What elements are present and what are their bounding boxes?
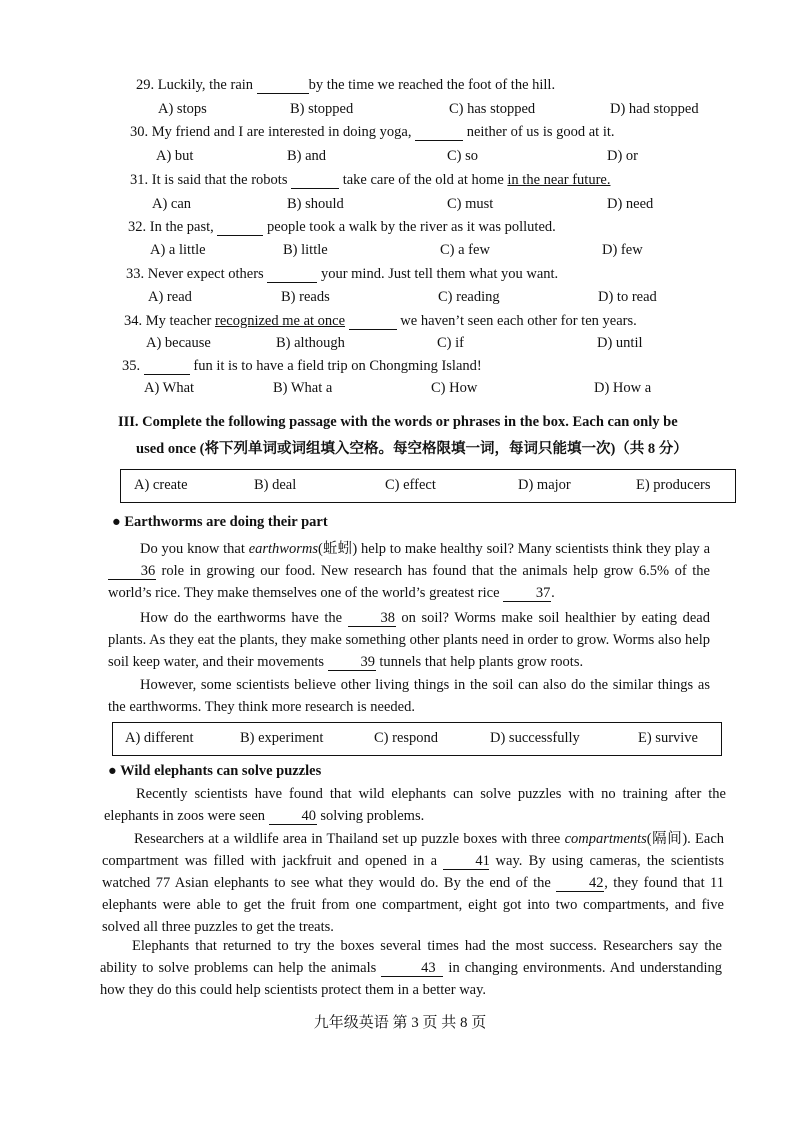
paragraph-text: in changing environments. And understanding how they do this could help scientists protect them in a better way. xyxy=(100,960,722,998)
stem-text: your mind. Just tell them what you want. xyxy=(317,266,559,282)
option-c[interactable]: C) must xyxy=(447,196,494,212)
option-d[interactable]: D) to read xyxy=(598,289,657,305)
section-title: III. Complete the following passage with the words or phrases in the box. Each can only be xyxy=(118,414,678,430)
answer-blank[interactable] xyxy=(415,125,463,141)
question-stem xyxy=(130,172,610,189)
question-stem xyxy=(122,358,482,375)
paragraph-text: Recently scientists have found that wild elephants can solve puzzles with no training after the elephants in zoos were seen xyxy=(104,786,726,824)
answer-blank[interactable] xyxy=(217,220,263,236)
option-d[interactable]: D) until xyxy=(597,335,643,351)
option-b[interactable]: B) although xyxy=(276,335,345,351)
word-option: D) major xyxy=(518,477,571,493)
paragraph-text: (蚯蚓) help to make healthy soil? Many scientists think they play a xyxy=(317,541,711,557)
question-stem xyxy=(126,266,558,283)
stem-text: we haven’t seen each other for ten years. xyxy=(396,313,637,329)
stem-text: In the past, xyxy=(149,219,218,235)
option-a[interactable]: A) read xyxy=(148,289,192,305)
option-b[interactable]: B) and xyxy=(287,148,327,164)
stem-text: by the time we reached the foot of the hill. xyxy=(308,77,556,93)
stem-text: My friend and I are interested in doing yoga, xyxy=(151,124,416,140)
blank-37[interactable]: 37 xyxy=(503,586,551,602)
paragraph-text: , they found that 11 elephants were able to get the fruit from one compartment, eight got into two compartments, and five solved all three puzzles to get the treats. xyxy=(102,875,725,935)
word-option: D) successfully xyxy=(490,730,580,746)
word-option: B) deal xyxy=(254,477,297,493)
blank-39[interactable]: 39 xyxy=(328,655,376,671)
blank-42[interactable]: 42 xyxy=(556,876,604,892)
option-d[interactable]: D) had stopped xyxy=(610,101,699,117)
question-stem xyxy=(136,77,555,94)
underlined-phrase: in the near future. xyxy=(507,172,611,188)
answer-blank[interactable] xyxy=(257,78,309,94)
option-b[interactable]: B) should xyxy=(287,196,344,212)
option-a[interactable]: A) What xyxy=(144,380,195,396)
passage-2-paragraph-2 xyxy=(102,828,724,938)
option-d[interactable]: D) few xyxy=(602,242,643,258)
option-a[interactable]: A) a little xyxy=(150,242,206,258)
option-b[interactable]: B) What a xyxy=(273,380,333,396)
word-option: E) producers xyxy=(636,477,711,493)
passage-1-paragraph-3: However, some scientists believe other living things in the soil can also do the similar things as the earthworms. They think more research is needed. xyxy=(108,677,710,715)
question-stem xyxy=(130,124,615,141)
option-d[interactable]: D) need xyxy=(607,196,654,212)
blank-40[interactable]: 40 xyxy=(269,809,317,825)
option-a[interactable]: A) but xyxy=(156,148,194,164)
italic-term: earthworms xyxy=(248,541,318,557)
answer-blank[interactable] xyxy=(349,314,397,330)
word-option: E) survive xyxy=(638,730,698,746)
option-a[interactable]: A) can xyxy=(152,196,192,212)
italic-term: compartments xyxy=(564,831,647,847)
option-c[interactable]: C) if xyxy=(437,335,464,351)
option-d[interactable]: D) or xyxy=(607,148,639,164)
stem-text: take care of the old at home xyxy=(339,172,508,188)
answer-blank[interactable] xyxy=(291,173,339,189)
question-number: 35. xyxy=(122,358,141,374)
question-stem xyxy=(124,313,637,330)
paragraph-text: on soil? Worms make soil healthier by eating dead plants. As they eat the plants, they make something other plants need in order to grow. Worms also help soil keep water, and their movements xyxy=(108,610,710,670)
page-footer: 九年级英语 第 3 页 共 8 页 xyxy=(313,1015,487,1031)
section-instruction: used once (将下列单词或词组填入空格。每空格限填一词，每词只能填一次)（共 8 分） xyxy=(136,441,688,457)
question-number: 29. xyxy=(136,77,155,93)
blank-36[interactable]: 36 xyxy=(108,564,156,580)
word-option: C) effect xyxy=(385,477,436,493)
paragraph-text: Elephants that returned to try the boxes several times had the most success. Researchers say the ability to solve problems can help the animals xyxy=(100,938,722,976)
word-box-2 xyxy=(112,722,722,756)
word-option: C) respond xyxy=(374,730,439,746)
option-c[interactable]: C) so xyxy=(447,148,479,164)
paragraph-text: Researchers at a wildlife area in Thailand set up puzzle boxes with three xyxy=(134,831,565,847)
passage-1-paragraph-2 xyxy=(108,607,710,673)
paragraph-text: role in growing our food. New research has found that the animals help grow 6.5% of the world’s rice. They make themselves one of the world’s greatest rice xyxy=(108,563,710,601)
stem-text: neither of us is good at it. xyxy=(463,124,615,140)
question-stem xyxy=(128,219,556,236)
word-option: A) create xyxy=(134,477,188,493)
passage-heading-2: ● Wild elephants can solve puzzles xyxy=(108,763,322,779)
stem-text: Luckily, the rain xyxy=(157,77,257,93)
stem-text: My teacher xyxy=(145,313,215,329)
paragraph-text: (隔间). Each compartment was filled with jackfruit and opened in a xyxy=(102,831,724,869)
answer-blank[interactable] xyxy=(267,267,317,283)
stem-text: Never expect others xyxy=(147,266,268,282)
paragraph-text: . xyxy=(551,585,555,601)
option-c[interactable]: C) reading xyxy=(438,289,500,305)
blank-38[interactable]: 38 xyxy=(348,611,396,627)
passage-2-paragraph-3 xyxy=(100,935,722,1001)
answer-blank[interactable] xyxy=(144,359,190,375)
stem-text: It is said that the robots xyxy=(151,172,292,188)
option-d[interactable]: D) How a xyxy=(594,380,652,396)
blank-43[interactable]: 43 xyxy=(381,961,443,977)
question-number: 30. xyxy=(130,124,149,140)
option-a[interactable]: A) because xyxy=(146,335,211,351)
paragraph-text: way. By using cameras, the scientists watched 77 Asian elephants to see what they would do. By the end of the xyxy=(102,853,724,891)
option-b[interactable]: B) little xyxy=(283,242,328,258)
blank-41[interactable]: 41 xyxy=(443,854,489,870)
option-c[interactable]: C) How xyxy=(431,380,478,396)
stem-text: fun it is to have a field trip on Chongming Island! xyxy=(189,358,482,374)
question-number: 32. xyxy=(128,219,147,235)
option-b[interactable]: B) stopped xyxy=(290,101,354,117)
stem-text: people took a walk by the river as it was polluted. xyxy=(263,219,556,235)
question-number: 34. xyxy=(124,313,143,329)
option-b[interactable]: B) reads xyxy=(281,289,330,305)
underlined-phrase: recognized me at once xyxy=(215,313,346,329)
passage-2-paragraph-1 xyxy=(104,783,726,827)
option-c[interactable]: C) has stopped xyxy=(449,101,536,117)
question-number: 31. xyxy=(130,172,149,188)
heading-text: Wild elephants can solve puzzles xyxy=(120,763,322,779)
passage-1-paragraph-1 xyxy=(108,538,710,604)
paragraph-text: How do the earthworms have the xyxy=(140,610,348,626)
word-option: A) different xyxy=(125,730,194,746)
paragraph-text: Do you know that xyxy=(140,541,249,557)
question-number: 33. xyxy=(126,266,145,282)
option-c[interactable]: C) a few xyxy=(440,242,490,258)
heading-text: Earthworms are doing their part xyxy=(124,514,328,530)
paragraph-text: solving problems. xyxy=(316,808,425,824)
word-option: B) experiment xyxy=(240,730,324,746)
option-a[interactable]: A) stops xyxy=(158,101,207,117)
paragraph-text: tunnels that help plants grow roots. xyxy=(375,654,584,670)
word-box-1 xyxy=(120,469,736,503)
passage-heading-1: ● Earthworms are doing their part xyxy=(112,514,328,530)
